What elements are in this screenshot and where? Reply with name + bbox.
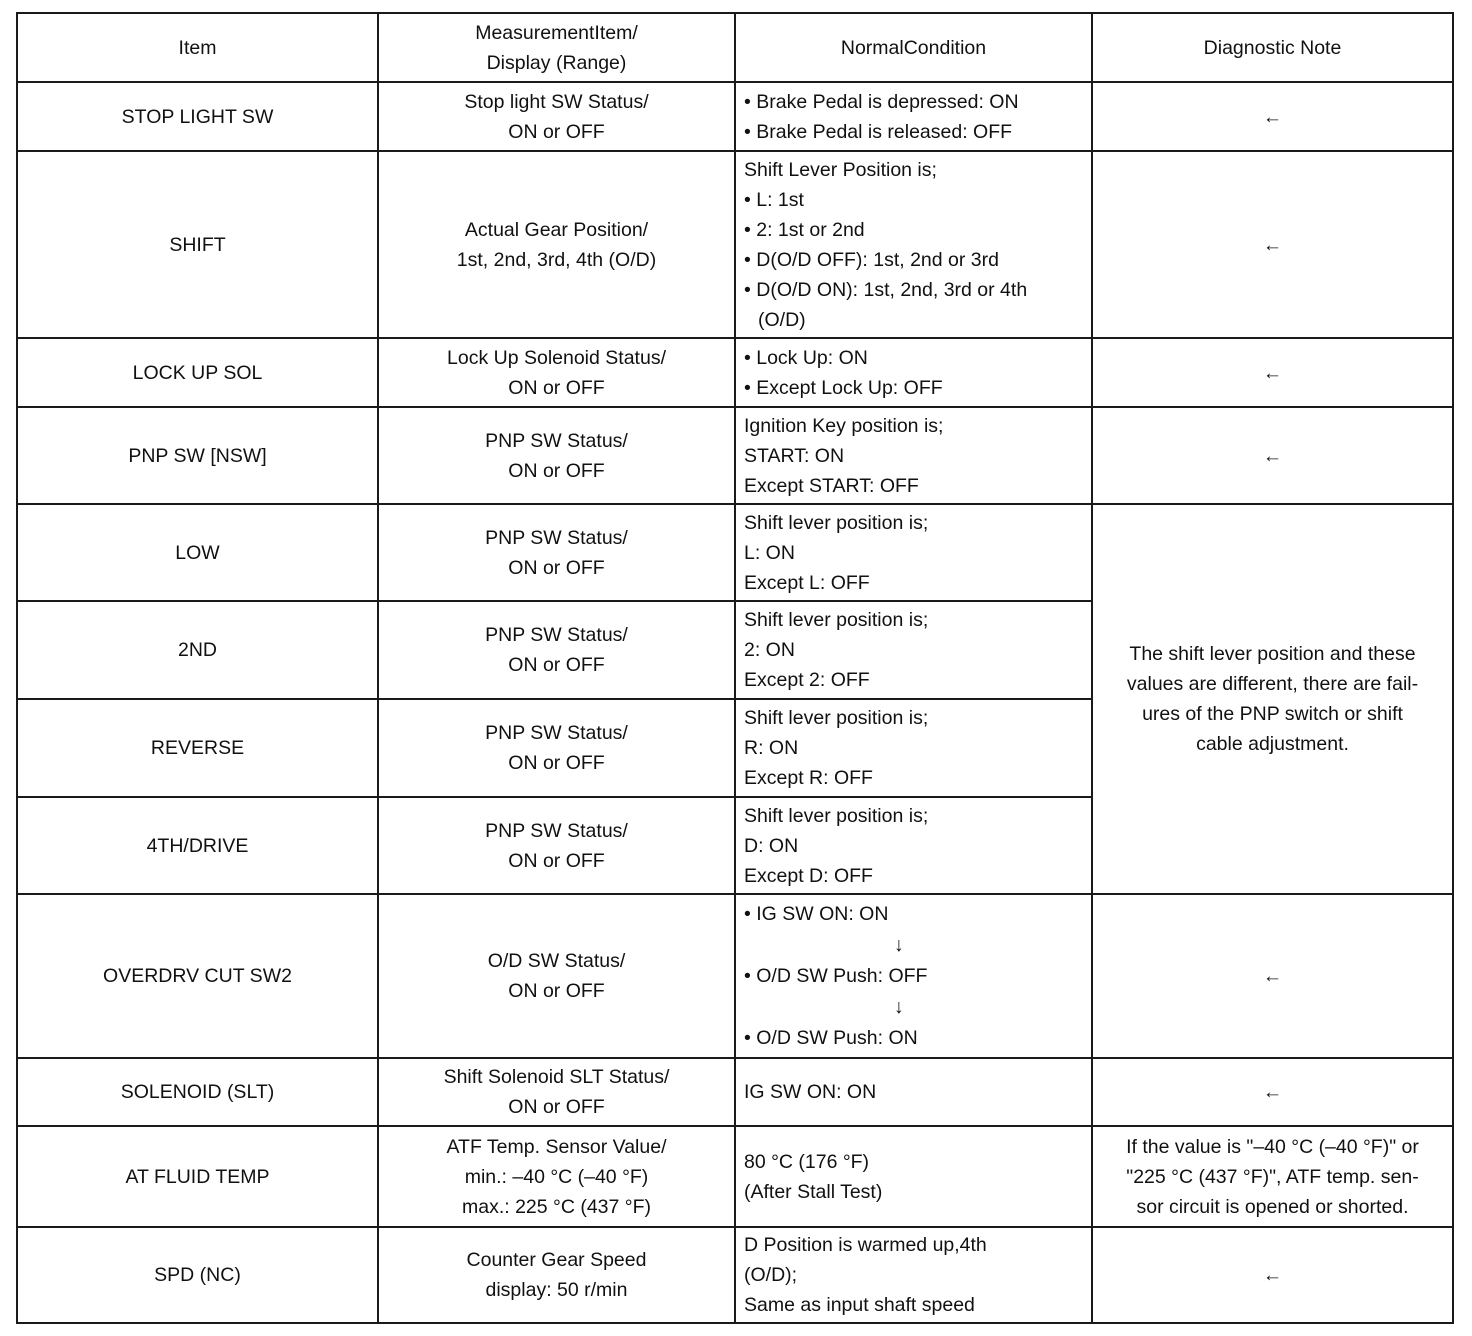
same-as-left-arrow-icon: ←	[1092, 338, 1453, 407]
down-arrow-icon: ↓	[894, 933, 904, 956]
normal-line: • Lock Up: ON	[744, 346, 868, 369]
measurement-line: ON or OFF	[508, 654, 605, 676]
note-line: The shift lever position and these	[1129, 643, 1416, 665]
normal-line: (After Stall Test)	[744, 1180, 883, 1203]
measurement-cell	[378, 1227, 735, 1323]
item-cell: 2ND	[17, 601, 378, 699]
item-cell: OVERDRV CUT SW2	[17, 894, 378, 1058]
table-row	[17, 894, 1453, 1058]
normal-line: Shift lever position is;	[744, 609, 929, 631]
normal-condition-cell	[735, 407, 1092, 504]
header-diagnostic-note-label: Diagnostic Note	[1203, 36, 1342, 59]
normal-condition-cell	[735, 1058, 1092, 1126]
measurement-line: PNP SW Status/	[485, 624, 628, 646]
table-row	[17, 1126, 1453, 1227]
normal-line: • IG SW ON: ON	[744, 902, 889, 925]
table-row	[17, 1058, 1453, 1126]
measurement-line: ON or OFF	[508, 1096, 605, 1118]
normal-line: Except R: OFF	[744, 767, 873, 789]
measurement-line: PNP SW Status/	[485, 526, 628, 549]
measurement-line: ON or OFF	[508, 376, 605, 399]
same-as-left-arrow-icon: ←	[1092, 1227, 1453, 1323]
header-diagnostic-note	[1092, 13, 1453, 82]
table-header-row	[17, 13, 1453, 82]
item-cell: SHIFT	[17, 151, 378, 338]
header-item-label: Item	[178, 36, 217, 59]
item-cell: AT FLUID TEMP	[17, 1126, 378, 1227]
table-row	[17, 407, 1453, 504]
table-row	[17, 82, 1453, 151]
normal-line: • D(O/D ON): 1st, 2nd, 3rd or 4th	[744, 278, 1028, 301]
table-row	[17, 504, 1453, 601]
table-row	[17, 151, 1453, 338]
measurement-line: min.: –40 °C (–40 °F)	[464, 1165, 649, 1188]
measurement-line: ON or OFF	[508, 120, 605, 143]
note-line: cable adjustment.	[1196, 733, 1349, 755]
table-row	[17, 338, 1453, 407]
normal-line: L: ON	[744, 541, 795, 564]
measurement-line: PNP SW Status/	[485, 819, 628, 842]
normal-condition-cell	[735, 1126, 1092, 1227]
measurement-line: PNP SW Status/	[485, 429, 628, 452]
measurement-line: max.: 225 °C (437 °F)	[462, 1195, 651, 1218]
same-as-left-arrow-icon: ←	[1092, 407, 1453, 504]
normal-condition-cell	[735, 601, 1092, 699]
header-measurement-line-2: Display (Range)	[486, 51, 627, 74]
note-line: values are different, there are fail-	[1126, 673, 1419, 695]
measurement-line: Shift Solenoid SLT Status/	[443, 1066, 670, 1088]
pnp-group-diagnostic-note	[1092, 504, 1453, 894]
table-row	[17, 1227, 1453, 1323]
normal-condition-cell	[735, 338, 1092, 407]
normal-line: Shift lever position is;	[744, 804, 929, 827]
measurement-cell	[378, 407, 735, 504]
normal-line: • D(O/D OFF): 1st, 2nd or 3rd	[744, 248, 999, 271]
normal-condition-cell	[735, 1227, 1092, 1323]
same-as-left-arrow-icon: ←	[1092, 151, 1453, 338]
measurement-cell	[378, 1058, 735, 1126]
normal-condition-cell	[735, 894, 1092, 1058]
normal-condition-cell	[735, 797, 1092, 894]
note-line: sor circuit is opened or shorted.	[1136, 1195, 1409, 1218]
same-as-left-arrow-icon: ←	[1092, 82, 1453, 151]
note-line: If the value is "–40 °C (–40 °F)" or	[1126, 1135, 1419, 1158]
measurement-line: ON or OFF	[508, 459, 605, 482]
item-cell: 4TH/DRIVE	[17, 797, 378, 894]
measurement-cell	[378, 797, 735, 894]
header-measurement-line-1: MeasurementItem/	[475, 21, 638, 44]
normal-line: • Except Lock Up: OFF	[744, 376, 943, 399]
measurement-cell	[378, 504, 735, 601]
normal-line: 2: ON	[744, 639, 795, 661]
same-as-left-arrow-icon: ←	[1092, 894, 1453, 1058]
measurement-line: ON or OFF	[508, 980, 605, 1002]
measurement-line: display: 50 r/min	[485, 1279, 628, 1301]
measurement-cell	[378, 151, 735, 338]
header-item	[17, 13, 378, 82]
normal-line: R: ON	[744, 737, 799, 759]
normal-line: Shift lever position is;	[744, 707, 929, 729]
normal-line: Same as input shaft speed	[744, 1294, 975, 1316]
normal-condition-cell	[735, 82, 1092, 151]
normal-line: Except D: OFF	[744, 864, 873, 887]
header-normal-condition	[735, 13, 1092, 82]
measurement-line: ATF Temp. Sensor Value/	[446, 1135, 667, 1158]
measurement-cell	[378, 894, 735, 1058]
item-cell: LOW	[17, 504, 378, 601]
same-as-left-arrow-icon: ←	[1092, 1058, 1453, 1126]
measurement-cell	[378, 601, 735, 699]
measurement-line: ON or OFF	[508, 849, 605, 872]
header-measurement	[378, 13, 735, 82]
measurement-line: PNP SW Status/	[485, 722, 628, 744]
normal-condition-cell	[735, 151, 1092, 338]
normal-line: (O/D);	[744, 1264, 798, 1286]
normal-line: Except START: OFF	[744, 474, 919, 497]
normal-line: D Position is warmed up,4th	[744, 1234, 987, 1256]
normal-line: • Brake Pedal is released: OFF	[744, 120, 1013, 143]
diagnostic-note-cell	[1092, 1126, 1453, 1227]
normal-line: • 2: 1st or 2nd	[744, 218, 865, 241]
note-line: "225 °C (437 °F)", ATF temp. sen-	[1126, 1165, 1419, 1188]
measurement-cell	[378, 1126, 735, 1227]
item-cell: PNP SW [NSW]	[17, 407, 378, 504]
item-cell: LOCK UP SOL	[17, 338, 378, 407]
normal-line: Except L: OFF	[744, 571, 870, 594]
measurement-cell	[378, 82, 735, 151]
down-arrow-icon: ↓	[894, 995, 904, 1018]
normal-line: • L: 1st	[744, 188, 804, 211]
item-cell: STOP LIGHT SW	[17, 82, 378, 151]
diagnostic-data-table	[16, 12, 1454, 1324]
item-cell: SOLENOID (SLT)	[17, 1058, 378, 1126]
normal-line: 80 °C (176 °F)	[744, 1150, 870, 1173]
normal-line: Ignition Key position is;	[744, 414, 944, 437]
normal-line: D: ON	[744, 834, 799, 857]
measurement-line: O/D SW Status/	[487, 950, 626, 972]
measurement-line: ON or OFF	[508, 752, 605, 774]
normal-condition-cell	[735, 504, 1092, 601]
measurement-line: Stop light SW Status/	[464, 90, 649, 113]
normal-line: • O/D SW Push: ON	[744, 1026, 918, 1049]
normal-line: START: ON	[744, 444, 845, 467]
measurement-line: Actual Gear Position/	[464, 218, 649, 241]
item-cell: REVERSE	[17, 699, 378, 797]
normal-condition-cell	[735, 699, 1092, 797]
normal-line: • Brake Pedal is depressed: ON	[744, 90, 1019, 113]
normal-line: Shift lever position is;	[744, 511, 929, 534]
normal-line: Shift Lever Position is;	[744, 158, 937, 181]
measurement-cell	[378, 338, 735, 407]
measurement-line: Lock Up Solenoid Status/	[447, 346, 666, 369]
normal-line: • O/D SW Push: OFF	[744, 964, 928, 987]
note-line: ures of the PNP switch or shift	[1142, 703, 1403, 725]
normal-line: (O/D)	[758, 308, 806, 331]
measurement-line: Counter Gear Speed	[466, 1249, 647, 1271]
normal-line: IG SW ON: ON	[744, 1081, 877, 1103]
measurement-cell	[378, 699, 735, 797]
item-cell: SPD (NC)	[17, 1227, 378, 1323]
measurement-line: ON or OFF	[508, 556, 605, 579]
header-normal-condition-label: NormalCondition	[840, 36, 987, 59]
measurement-line: 1st, 2nd, 3rd, 4th (O/D)	[456, 248, 657, 271]
normal-line: Except 2: OFF	[744, 669, 870, 691]
